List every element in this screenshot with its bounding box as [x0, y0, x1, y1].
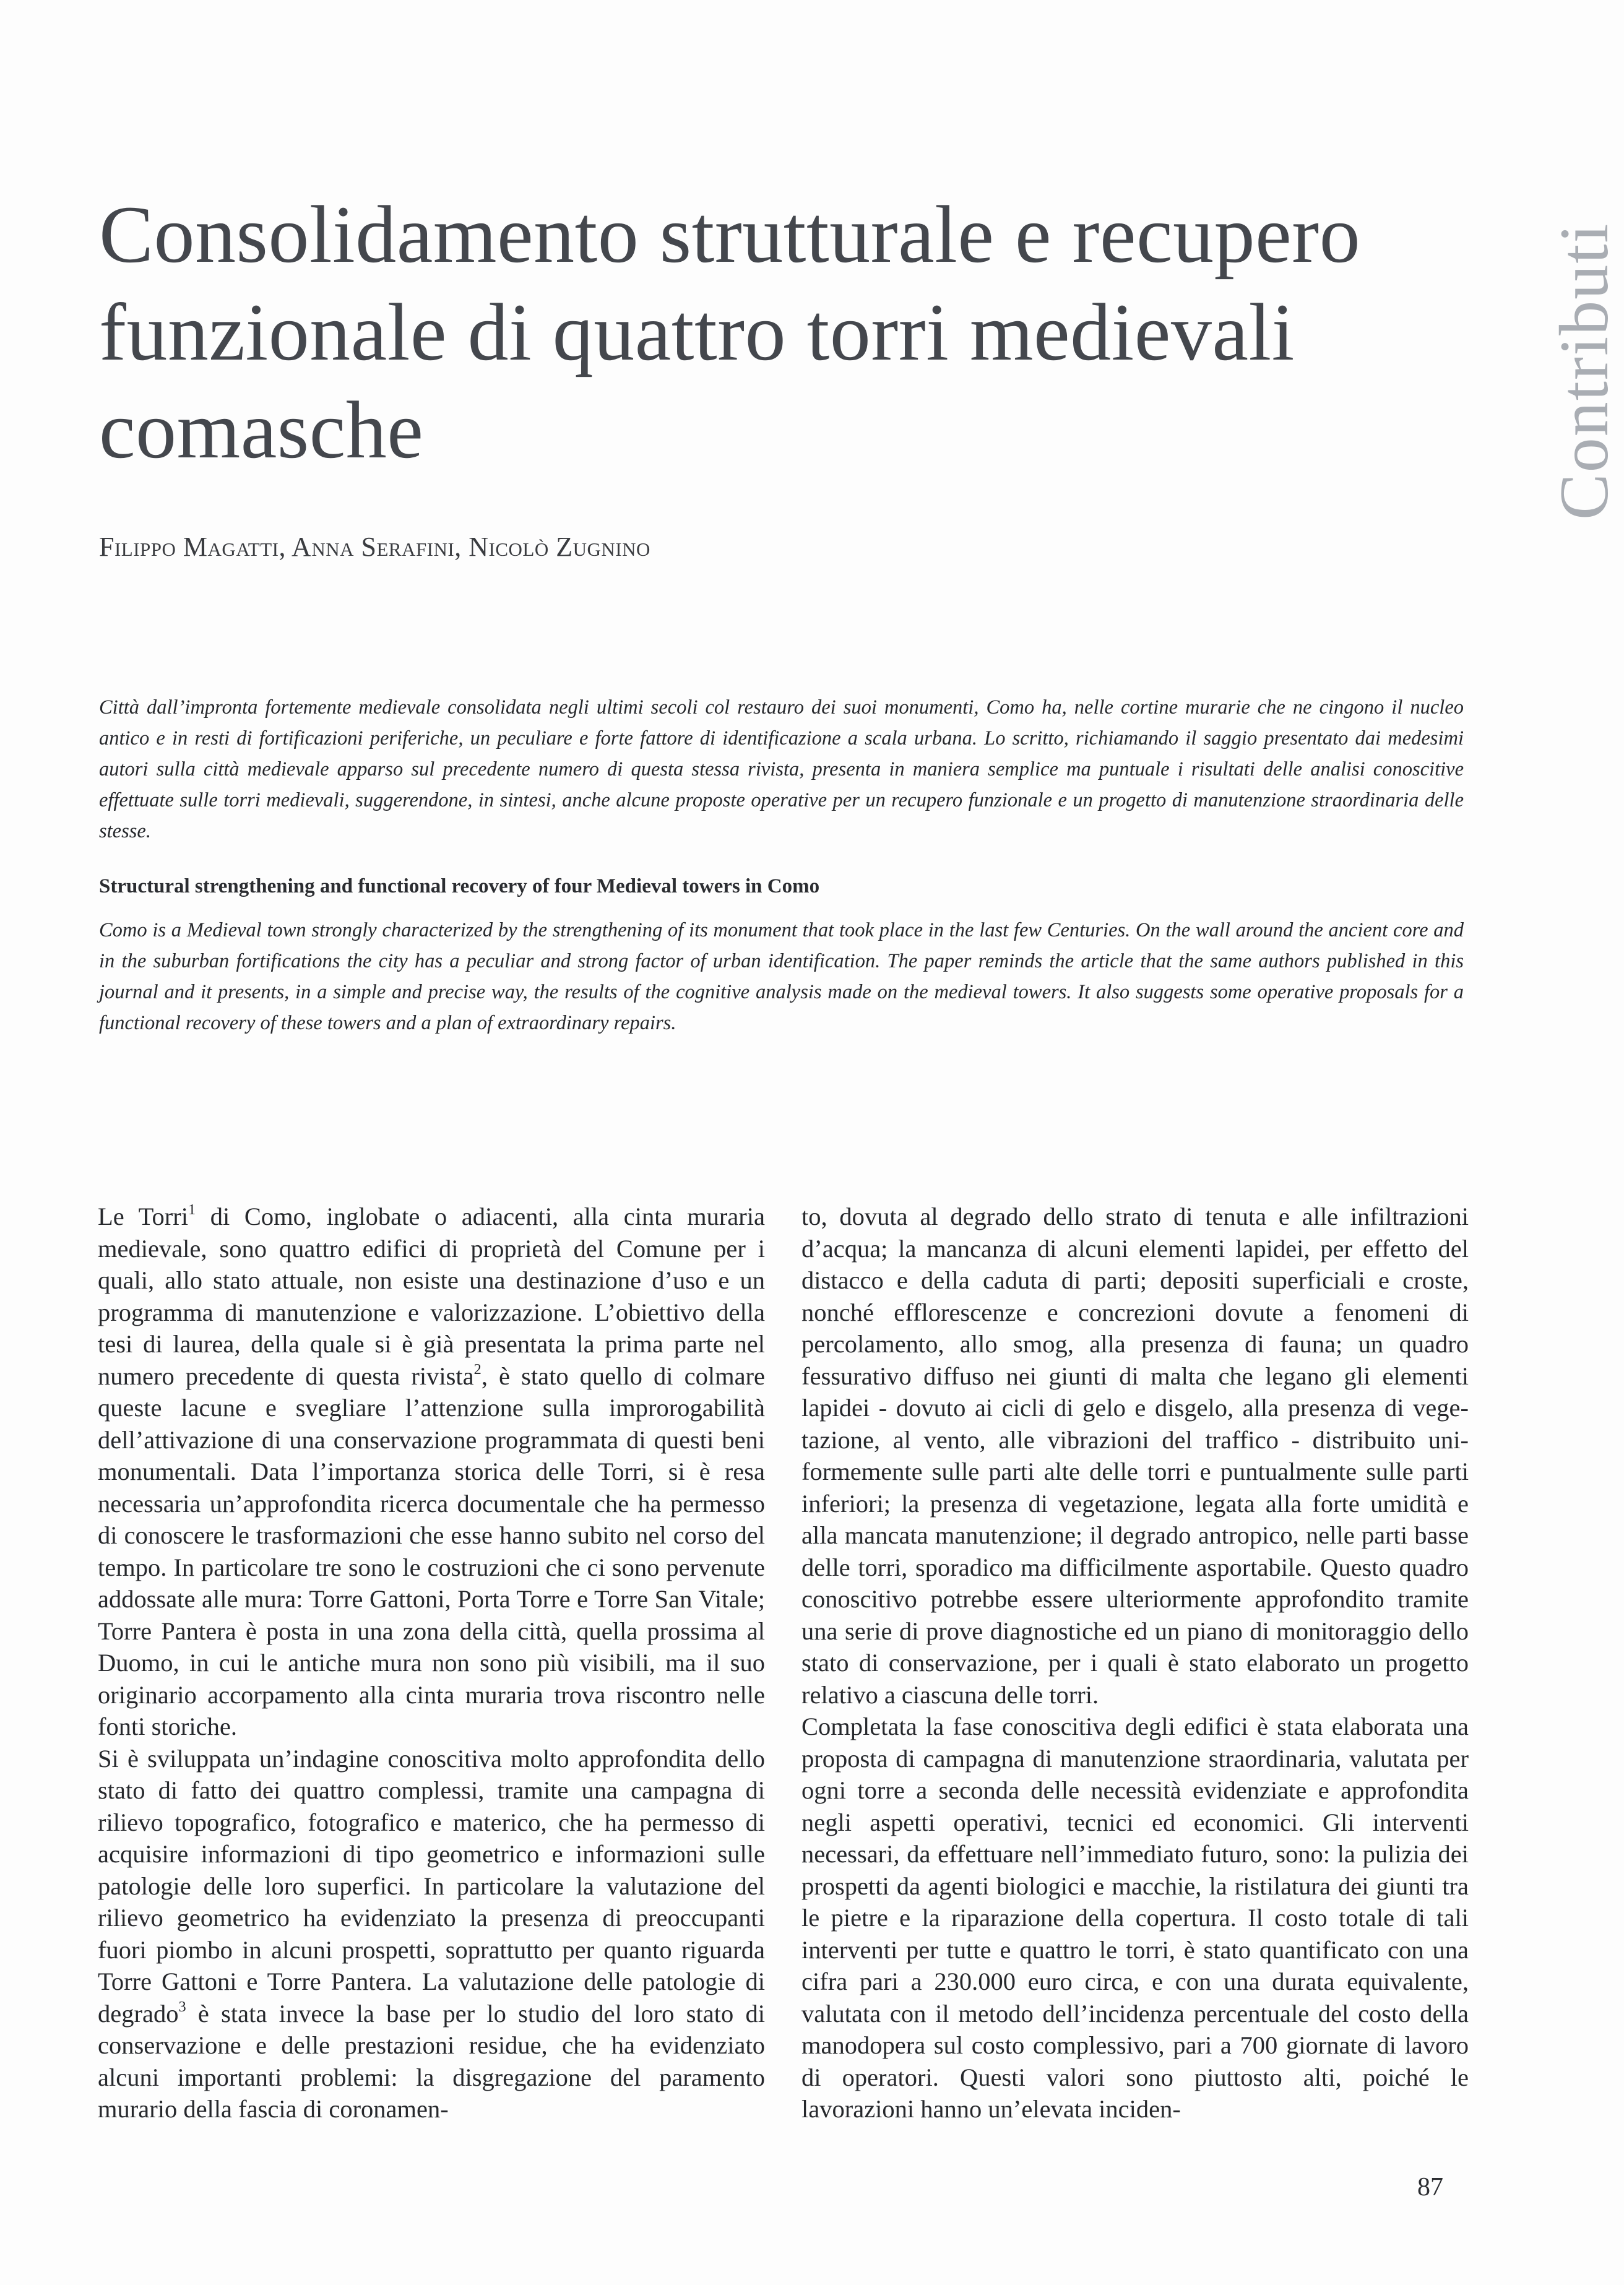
title-line-3: comasche: [99, 384, 424, 475]
section-label: Contributi: [1546, 222, 1623, 520]
footnote-ref[interactable]: 2: [473, 1360, 482, 1378]
body-column-right: [801, 1201, 1469, 2125]
text-run: , è stato quello di colmare queste lacune e svegliare l’attenzione sulla improrogabilità dell’attivazione di una conservazione programmata di questi beni monumentali. Data l’importanza storica delle Torri, si è resa necessaria un’approfondita ricerca documentale che ha permesso di conoscere le trasformazioni che esse hanno subito nel corso del tempo. In particolare tre sono le costruzioni che ci sono pervenute addossate alle mura: Torre Gattoni, Porta Torre e Torre San Vitale; Torre Pantera è posta in una zona della città, quella prossima al Duomo, in cui le antiche mura non sono più visibili, ma il suo originario accorpamento alla cinta muraria trova riscontro nelle fonti storiche.: [98, 1362, 766, 1740]
authors: Filippo Magatti, Anna Serafini, Nicolò Zugnino: [99, 532, 650, 562]
body-paragraph: Completata la fase conoscitiva degli edifici è stata elaborata una proposta di campagna di manutenzione straordinaria, valutata per ogni torre a seconda delle necessità evidenziate e approfondita negli aspetti operativi, tecnici ed economici. Gli interventi necessari, da effettuare nell’immediato futuro, sono: la pulizia dei prospetti da agenti biologici e macchie, la ristilatura dei giunti tra le pietre e la riparazione della copertura. Il costo totale di tali interventi per tutte e quattro le torri, è stato quantificato con una cifra pari a 230.000 euro circa, e con una durata equivalente, valutata con il metodo dell’incidenza percentuale del costo della manodopera sul costo complessivo, pari a 700 giornate di lavoro di operatori. Questi valori sono piuttosto alti, poiché le lavorazioni hanno un’elevata inciden-: [801, 1713, 1469, 2123]
text-run: Le Torri: [98, 1203, 188, 1230]
footnote-ref[interactable]: 1: [188, 1201, 196, 1218]
body-paragraph: [98, 1201, 765, 1743]
abstract-italian: Città dall’impronta fortemente medievale consolidata negli ultimi secoli col restauro dei suoi monumenti, Como ha, nelle cortine murarie che ne cingono il nucleo antico e in resti di fortificazioni periferiche, un peculiare e forte fattore di identificazione a scala urbana. Lo scritto, richiamando il saggio presentato dai medesimi autori sulla città medievale apparso sul precedente numero di questa stessa rivista, presenta in maniera semplice ma puntuale i risultati delle analisi conoscitive effettuate sulle torri medievali, suggerendone, in sintesi, anche alcune proposte operative per un recupero funzionale e un progetto di manutenzione straordinaria delle stesse.: [99, 696, 1464, 842]
text-run: è stata invece la base per lo studio del loro stato di conservazione e delle prestazioni residue, che ha evidenziato alcuni importanti problemi: la disgregazione del paramento murario della fascia di coronamen-: [98, 1999, 765, 2123]
body-column-left: [98, 1201, 765, 2125]
body-paragraph: [98, 1743, 765, 2125]
article-title: [99, 186, 1430, 479]
title-line-2: funzionale di quattro torri medievali: [99, 287, 1295, 378]
page-number: 87: [1417, 2173, 1443, 2201]
abstract-english: Como is a Medieval town strongly characterized by the strengthening of its monument that took place in the last few Centuries. On the wall around the ancient core and in the suburban fortifications the city has a peculiar and strong factor of urban identification. The paper reminds the article that the same authors published in this journal and it presents, in a simple and precise way, the results of the cognitive analysis made on the medieval towers. It also suggests some operative proposals for a functional recovery of these towers and a plan of extraordinary repairs.: [99, 919, 1464, 1034]
text-run: di Como, inglobate o adiacenti, alla cinta muraria medievale, sono quattro edifici di proprietà del Comune per i quali, allo stato attuale, non esiste una destinazione d’uso e un programma di manutenzione e valorizzazione. L’obiettivo della tesi di laurea, della quale si è già presentata la prima parte nel numero precedente di questa rivista: [98, 1203, 765, 1390]
abstract-english-title: Structural strengthening and functional recovery of four Medieval towers in Como: [99, 875, 820, 897]
body-paragraph: to, dovuta al degrado dello strato di tenuta e alle infiltrazioni d’acqua; la mancanza di alcuni elementi lapidei, per effetto del distacco e della caduta di parti; depositi superficiali e croste, nonché efflorescenze e concrezioni dovute a fenomeni di percolamento, allo smog, alla presenza di fauna; un quadro fessurativo diffuso nei giunti di malta che legano gli elementi lapidei - dovuto ai cicli di gelo e disgelo, alla presenza di vegetazione, al vento, alle vibrazioni del traffico - distribuito uniformemente sulle parti alte delle torri e puntualmente sulle parti inferiori; la presenza di vegetazione, legata alla forte umidità e alla mancata manutenzione; il degrado antropico, nelle parti basse delle torri, sporadico ma difficilmente asportabile. Questo quadro conoscitivo potrebbe essere ulteriormente approfondito tramite una serie di prove diagnostiche ed un piano di monitoraggio dello stato di conservazione, per i quali è stato elaborato un progetto relativo a ciascuna delle torri.: [801, 1203, 1469, 1709]
footnote-ref[interactable]: 3: [178, 1998, 186, 2015]
text-run: Si è sviluppata un’indagine conoscitiva molto approfondita dello stato di fatto dei quattro complessi, tramite una campagna di rilievo topografico, fotografico e materico, che ha permesso di acquisire informazioni di tipo geometrico e informazioni sulle patologie delle loro superfici. In particolare la valutazione del rilievo geometrico ha evidenziato la presenza di preoccupanti fuori piombo in alcuni prospetti, soprattutto per quanto riguarda Torre Gattoni e Torre Pantera. La valutazione delle patologie di degrado: [98, 1744, 765, 2028]
title-line-1: Consolidamento strutturale e recupero: [99, 189, 1361, 280]
